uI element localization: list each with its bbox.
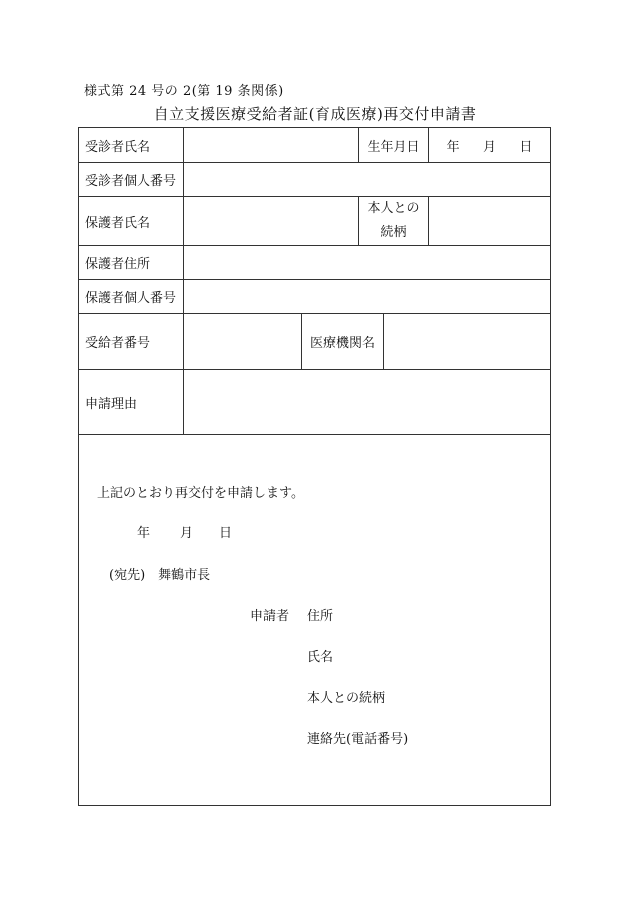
applicant-name-label: 氏名 — [307, 650, 334, 665]
medical-institution-field[interactable] — [384, 314, 550, 369]
relationship-label — [359, 197, 429, 245]
declaration-date-day: 日 — [219, 526, 233, 541]
applicant-contact-label: 連絡先(電話番号) — [307, 732, 409, 747]
form-title: 自立支援医療受給者証(育成医療)再交付申請書 — [153, 105, 477, 123]
birthdate-label: 生年月日 — [359, 128, 429, 162]
relationship-label-line2: 続柄 — [380, 225, 407, 240]
reason-field[interactable] — [184, 370, 550, 434]
declaration-date-year: 年 — [137, 526, 151, 541]
recipient-number-label: 受給者番号 — [79, 314, 184, 369]
relationship-field[interactable] — [429, 197, 550, 245]
applicant-relationship-label: 本人との続柄 — [307, 691, 386, 706]
declaration-date-month: 月 — [180, 526, 194, 541]
applicant-address-label: 住所 — [307, 609, 334, 624]
addressee: (宛先) 舞鶴市長 — [109, 568, 211, 583]
row-guardian-number — [79, 280, 550, 314]
guardian-number-label: 保護者個人番号 — [79, 280, 184, 313]
applicant-label: 申請者 — [250, 609, 290, 624]
guardian-name-label: 保護者氏名 — [79, 197, 184, 245]
birthdate-field[interactable] — [429, 128, 550, 162]
row-recipient-number — [79, 314, 550, 370]
row-patient-number — [79, 163, 550, 197]
guardian-address-label: 保護者住所 — [79, 246, 184, 279]
guardian-address-field[interactable] — [184, 246, 550, 279]
patient-name-label: 受診者氏名 — [79, 128, 184, 162]
guardian-number-field[interactable] — [184, 280, 550, 313]
declaration-statement: 上記のとおり再交付を申請します。 — [97, 486, 304, 501]
birthdate-day-label: 日 — [519, 139, 533, 155]
patient-number-field[interactable] — [184, 163, 550, 196]
guardian-name-field[interactable] — [184, 197, 359, 245]
birthdate-year-label: 年 — [446, 139, 460, 155]
medical-institution-label: 医療機関名 — [302, 314, 384, 369]
form-number: 様式第 24 号の 2(第 19 条関係) — [84, 84, 284, 99]
row-guardian-name — [79, 197, 550, 246]
row-patient-name — [79, 128, 550, 163]
reason-label: 申請理由 — [79, 370, 184, 434]
relationship-label-line1: 本人との — [367, 201, 420, 216]
birthdate-month-label: 月 — [482, 139, 496, 155]
row-guardian-address — [79, 246, 550, 280]
row-reason — [79, 370, 550, 435]
recipient-number-field[interactable] — [184, 314, 302, 369]
patient-number-label: 受診者個人番号 — [79, 163, 184, 196]
application-form-table — [78, 127, 551, 806]
patient-name-field[interactable] — [184, 128, 359, 162]
